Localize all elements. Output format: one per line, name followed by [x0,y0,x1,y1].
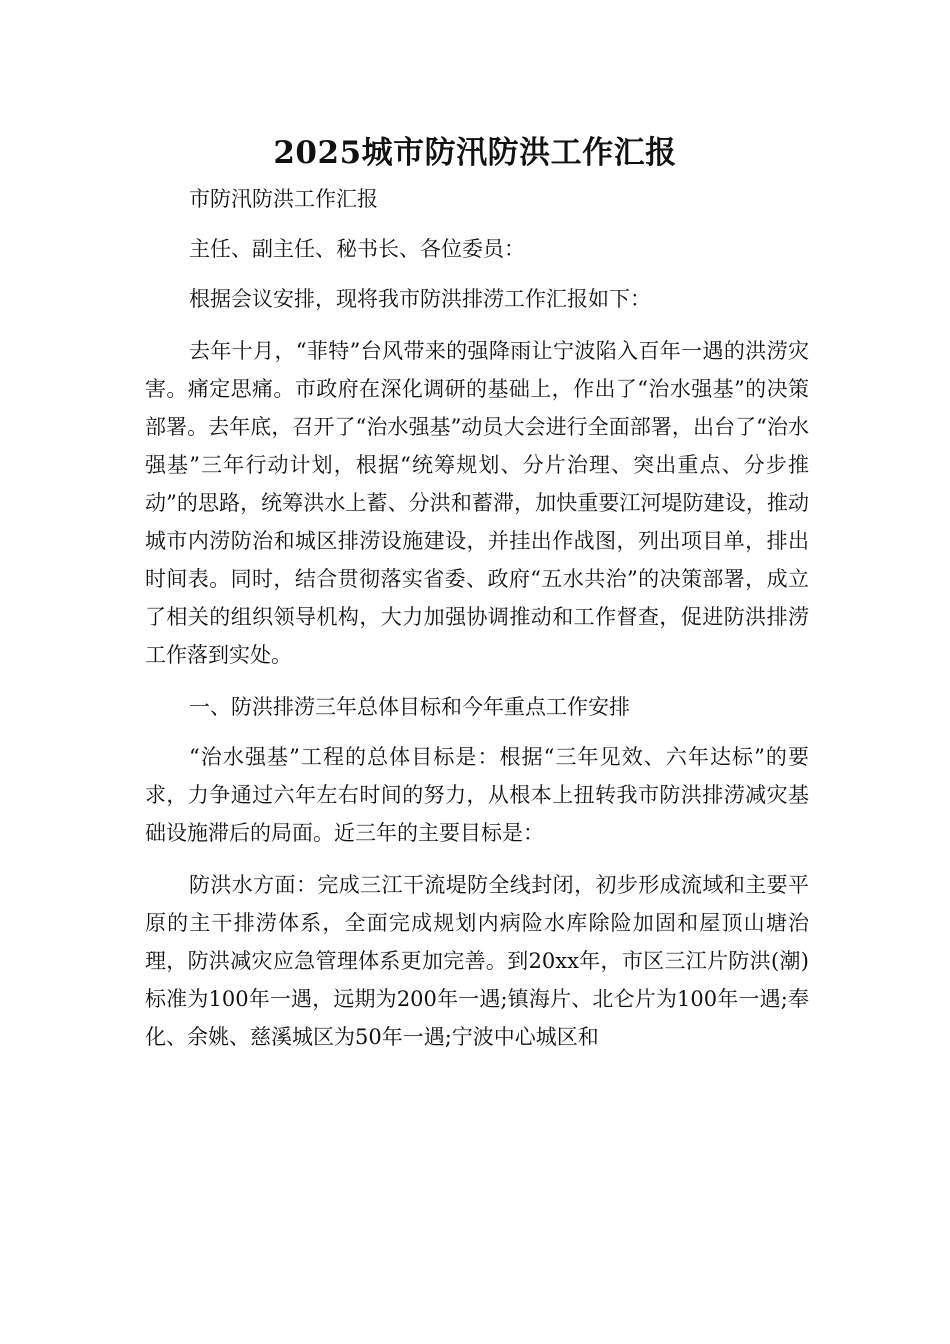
paragraph-intro: 根据会议安排，现将我市防洪排涝工作汇报如下： [189,287,651,311]
document-body [145,180,809,1070]
paragraph-background: 去年十月，“菲特”台风带来的强降雨让宁波陷入百年一遇的洪涝灾害。痛定思痛。市政府在深化调研的基础上，作出了“治水强基”的决策部署。去年底，召开了“治水强基”动员大会进行全面部署，出台了“治水强基”三年行动计划，根据“统筹规划、分片治理、突出重点、分步推动”的思路，统筹洪水上蓄、分洪和蓄滞，加快重要江河堤防建设，推动城市内涝防治和城区排涝设施建设，并挂出作战图，列出项目单，排出时间表。同时，结合贯彻落实省委、政府“五水共治”的决策部署，成立了相关的组织领导机构，大力加强协调推动和工作督查，促进防洪排涝工作落到实处。 [145,339,809,667]
document-title: 2025城市防汛防洪工作汇报 [273,135,677,171]
paragraph-overall-goal: “治水强基”工程的总体目标是：根据“三年见效、六年达标”的要求，力争通过六年左右时间的努力，从根本上扭转我市防洪排涝减灾基础设施滞后的局面。近三年的主要目标是： [145,745,809,845]
paragraph-salutation: 主任、副主任、秘书长、各位委员： [189,237,525,261]
paragraph-subtitle: 市防汛防洪工作汇报 [189,187,378,211]
section-heading-1: 一、防洪排涝三年总体目标和今年重点工作安排 [189,695,630,719]
paragraph-flood-control: 防洪水方面：完成三江干流堤防全线封闭，初步形成流域和主要平原的主干排涝体系，全面完成规划内病险水库除险加固和屋顶山塘治理，防洪减灾应急管理体系更加完善。到20xx年，市区三江片防洪(潮)标准为100年一遇，远期为200年一遇;镇海片、北仑片为100年一遇;奉化、余姚、慈溪城区为50年一遇;宁波中心城区和 [145,873,809,1049]
